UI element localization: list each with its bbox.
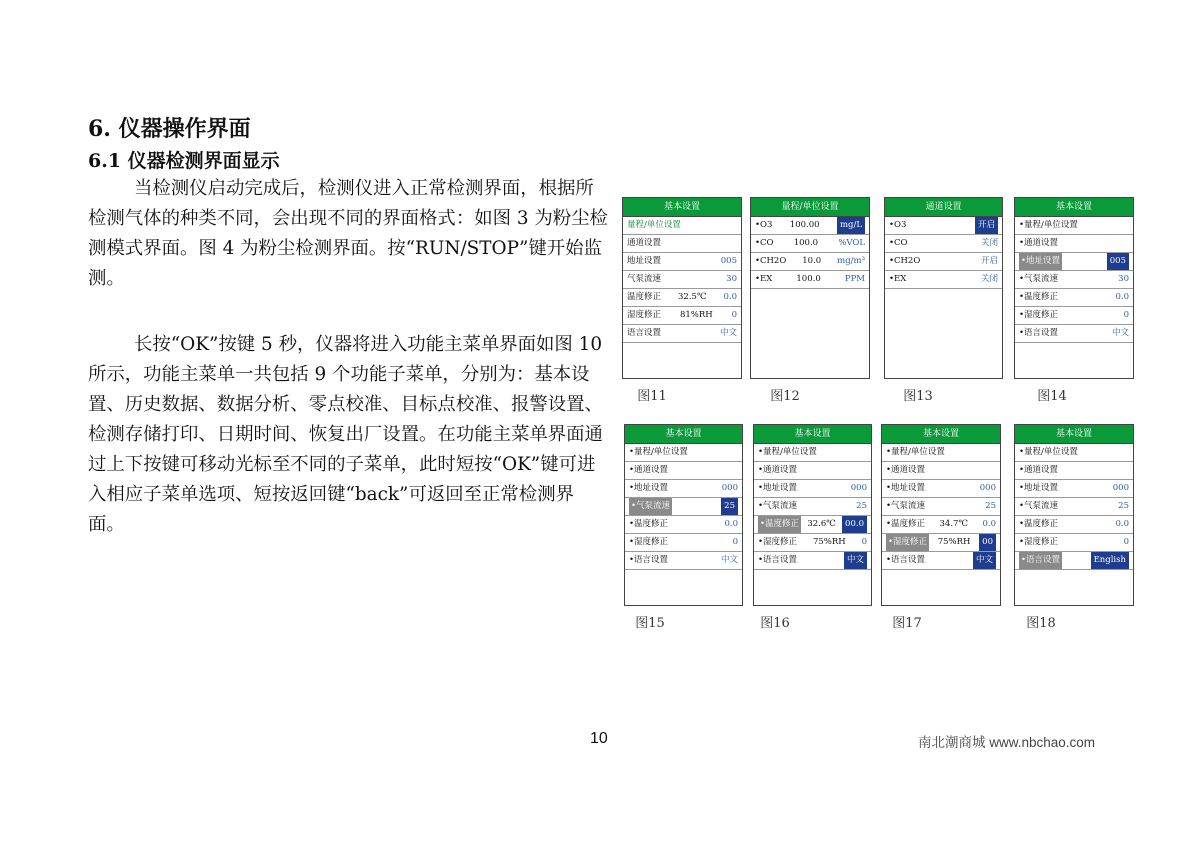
menu-row-label: •量程/单位设置 [1019,447,1078,457]
subsection-heading: 6.1 仪器检测界面显示 [88,150,280,172]
menu-row-value: 中文 [719,328,737,338]
menu-row-label: •地址设置 [629,483,669,493]
menu-row-value: 0 [731,310,737,320]
menu-row-label: •通道设置 [886,465,926,475]
paragraph-menu-text: 长按“OK”按键 5 秒，仪器将进入功能主菜单界面如图 10 所示，功能主菜单一共包括 9 个功能子菜单，分别为：基本设置、历史数据、数据分析、零点校准、目标点校准、报警设置、检测存储打印、日期时间、恢复出厂设置。在功能主菜单界面通过上下按键可移动光标至不同的子菜单，此时短按“OK”键可进入相应子菜单选项、短按返回键“back”可返回至正常检测界面。 [88,334,603,535]
menu-row-label: •CH2O [889,256,921,266]
menu-row-value: 25 [721,498,738,515]
menu-row [623,325,741,343]
menu-row-label: •量程/单位设置 [1019,220,1078,230]
menu-row [885,235,1002,253]
menu-row [885,271,1002,289]
figure-caption: 图11 [637,389,667,404]
menu-row [625,516,742,534]
menu-row-value: 0.0 [982,519,996,529]
menu-row-value: 000 [1112,483,1129,493]
menu-row-label: •O3 [755,220,773,230]
menu-row-label: •地址设置 [1019,483,1059,493]
menu-row-label: •温度修正 [629,519,669,529]
menu-row-reading: 100.0 [796,274,821,284]
menu-row-label: •语言设置 [629,555,669,565]
paragraph-startup [88,174,608,294]
menu-row [1015,271,1133,289]
menu-row-value: %VOL [838,238,865,248]
menu-row [625,444,742,462]
menu-row-value: 000 [850,483,867,493]
menu-row-reading: 10.0 [802,256,822,266]
menu-row-reading: 32.6℃ [807,519,836,529]
menu-row-value: 关闭 [980,238,998,248]
menu-row [751,271,869,289]
menu-row-value: 0 [1123,310,1129,320]
menu-row-label: 语言设置 [627,328,662,338]
menu-row [1015,462,1133,480]
menu-row-reading: 75%RH [937,537,971,547]
footer-watermark: 南北潮商城 www.nbchao.com [918,735,1096,750]
menu-row [882,462,1000,480]
menu-row-value: 0 [861,537,867,547]
menu-row [751,253,869,271]
menu-row [1015,516,1133,534]
menu-row [754,516,871,534]
paragraph-startup-text: 当检测仪启动完成后，检测仪进入正常检测界面，根据所检测气体的种类不同，会出现不同的界面格式：如图 3 为粉尘检测模式界面。图 4 为粉尘检测界面。按“RUN/STOP”键开始监测。 [88,178,608,289]
menu-row-label: •温度修正 [886,519,926,529]
menu-row [1015,217,1133,235]
menu-row-label: •量程/单位设置 [629,447,688,457]
menu-row [1015,289,1133,307]
menu-row-label: •语言设置 [1019,328,1059,338]
screen-panel [881,424,1001,606]
screen-panel [1014,197,1134,379]
menu-row-label: •语言设置 [1019,552,1062,569]
menu-row [882,444,1000,462]
menu-row-label: •语言设置 [886,555,926,565]
menu-row [754,534,871,552]
screen-header: 基本设置 [1015,425,1133,444]
menu-row-label: •温度修正 [1019,519,1059,529]
menu-row-label: •量程/单位设置 [886,447,945,457]
menu-row-label: •湿度修正 [886,534,929,551]
menu-row [1015,253,1133,271]
menu-row-label: •气泵流速 [1019,501,1059,511]
menu-row [1015,552,1133,570]
menu-row-label: •气泵流速 [886,501,926,511]
menu-row-label: •EX [755,274,773,284]
figure-caption: 图18 [1026,616,1056,631]
menu-row-label: 通道设置 [627,238,662,248]
menu-row-value: 000 [979,483,996,493]
screen-panel [622,197,742,379]
menu-row-value: 00.0 [842,516,867,533]
figure-caption: 图13 [903,389,933,404]
menu-row [625,480,742,498]
screen-header: 通道设置 [885,198,1002,217]
menu-row-label: •CO [755,238,774,248]
menu-row [623,271,741,289]
menu-row-value: 30 [726,274,737,284]
menu-row-label: •通道设置 [629,465,669,475]
menu-row [1015,480,1133,498]
menu-row-reading: 75%RH [812,537,846,547]
menu-row-value: 25 [856,501,867,511]
menu-row-label: •湿度修正 [629,537,669,547]
screen-header: 基本设置 [882,425,1000,444]
figure-caption: 图12 [770,389,800,404]
menu-row [754,444,871,462]
menu-row-value: 25 [985,501,996,511]
menu-row-label: •气泵流速 [1019,274,1059,284]
figure-caption: 图15 [635,616,665,631]
menu-row [754,480,871,498]
menu-row-value: 00 [979,534,996,551]
menu-row-value: 0.0 [1115,292,1129,302]
figure-caption: 图17 [892,616,922,631]
menu-row [623,253,741,271]
screen-panel [1014,424,1134,606]
menu-row-value: mg/m³ [837,256,865,266]
menu-row-label: •量程/单位设置 [758,447,817,457]
menu-row [625,462,742,480]
menu-row-value: 0.0 [723,292,737,302]
menu-row-label: •EX [889,274,907,284]
menu-row-value: 开启 [975,217,998,234]
section-heading: 6. 仪器操作界面 [88,116,251,142]
screen-header: 基本设置 [1015,198,1133,217]
menu-row [623,235,741,253]
menu-row-label: •湿度修正 [1019,537,1059,547]
menu-row [623,289,741,307]
menu-row [751,217,869,235]
menu-row [751,235,869,253]
menu-row [882,498,1000,516]
menu-row-label: •CO [889,238,908,248]
menu-row-value: 0.0 [724,519,738,529]
screen-panel [884,197,1003,379]
menu-row-label: •温度修正 [758,516,801,533]
page-number: 10 [590,730,608,747]
menu-row [625,552,742,570]
menu-row-value: 005 [720,256,737,266]
menu-row [1015,534,1133,552]
screen-header: 基本设置 [623,198,741,217]
menu-row-value: 30 [1118,274,1129,284]
menu-row-label: •通道设置 [1019,238,1059,248]
menu-row-label: 温度修正 [627,292,662,302]
figure-caption: 图14 [1037,389,1067,404]
menu-row-label: •通道设置 [758,465,798,475]
menu-row-label: •通道设置 [1019,465,1059,475]
menu-row-label: •气泵流速 [629,498,672,515]
menu-row [1015,498,1133,516]
menu-row-value: 0 [732,537,738,547]
menu-row-reading: 100.00 [789,220,820,230]
menu-row-label: •O3 [889,220,907,230]
menu-row [625,498,742,516]
menu-row [623,307,741,325]
figure-caption: 图16 [760,616,790,631]
paragraph-menu [88,330,608,540]
menu-row-label: 量程/单位设置 [627,220,681,230]
menu-row-label: 气泵流速 [627,274,662,284]
menu-row [882,480,1000,498]
menu-row [1015,325,1133,343]
menu-row [885,253,1002,271]
menu-row-value: 中文 [973,552,996,569]
screen-panel [753,424,872,606]
menu-row [754,498,871,516]
menu-row-reading: 81%RH [679,310,713,320]
menu-row [885,217,1002,235]
menu-row [623,217,741,235]
menu-row-value: 开启 [980,256,998,266]
menu-row-label: •语言设置 [758,555,798,565]
menu-row-label: 湿度修正 [627,310,662,320]
menu-row-value: 005 [1107,253,1129,270]
menu-row [882,552,1000,570]
menu-row-label: •温度修正 [1019,292,1059,302]
menu-row-value: PPM [844,274,865,284]
menu-row-reading: 32.5℃ [678,292,707,302]
menu-row [882,516,1000,534]
menu-row-reading: 100.0 [793,238,819,248]
menu-row [625,534,742,552]
menu-row-label: •湿度修正 [1019,310,1059,320]
menu-row-value: mg/L [837,217,865,234]
screen-header: 量程/单位设置 [751,198,869,217]
menu-row-value: 关闭 [980,274,998,284]
screen-header: 基本设置 [754,425,871,444]
menu-row-value: 0.0 [1115,519,1129,529]
menu-row [1015,307,1133,325]
menu-row-value: 0 [1123,537,1129,547]
menu-row-value: English [1091,552,1129,569]
screen-header: 基本设置 [625,425,742,444]
menu-row [754,552,871,570]
menu-row [754,462,871,480]
menu-row-label: •CH2O [755,256,787,266]
menu-row-label: •地址设置 [758,483,798,493]
screen-panel [624,424,743,606]
screen-panel [750,197,870,379]
menu-row-label: •气泵流速 [758,501,798,511]
menu-row-label: •地址设置 [1019,253,1062,270]
menu-row-value: 000 [721,483,738,493]
menu-row [1015,235,1133,253]
menu-row-reading: 34.7℃ [939,519,968,529]
menu-row-label: •地址设置 [886,483,926,493]
menu-row-value: 25 [1118,501,1129,511]
menu-row [1015,444,1133,462]
menu-row-label: •湿度修正 [758,537,798,547]
menu-row-value: 中文 [844,552,867,569]
menu-row-label: 地址设置 [627,256,662,266]
menu-row-value: 中文 [1111,328,1129,338]
menu-row-value: 中文 [720,555,738,565]
menu-row [882,534,1000,552]
